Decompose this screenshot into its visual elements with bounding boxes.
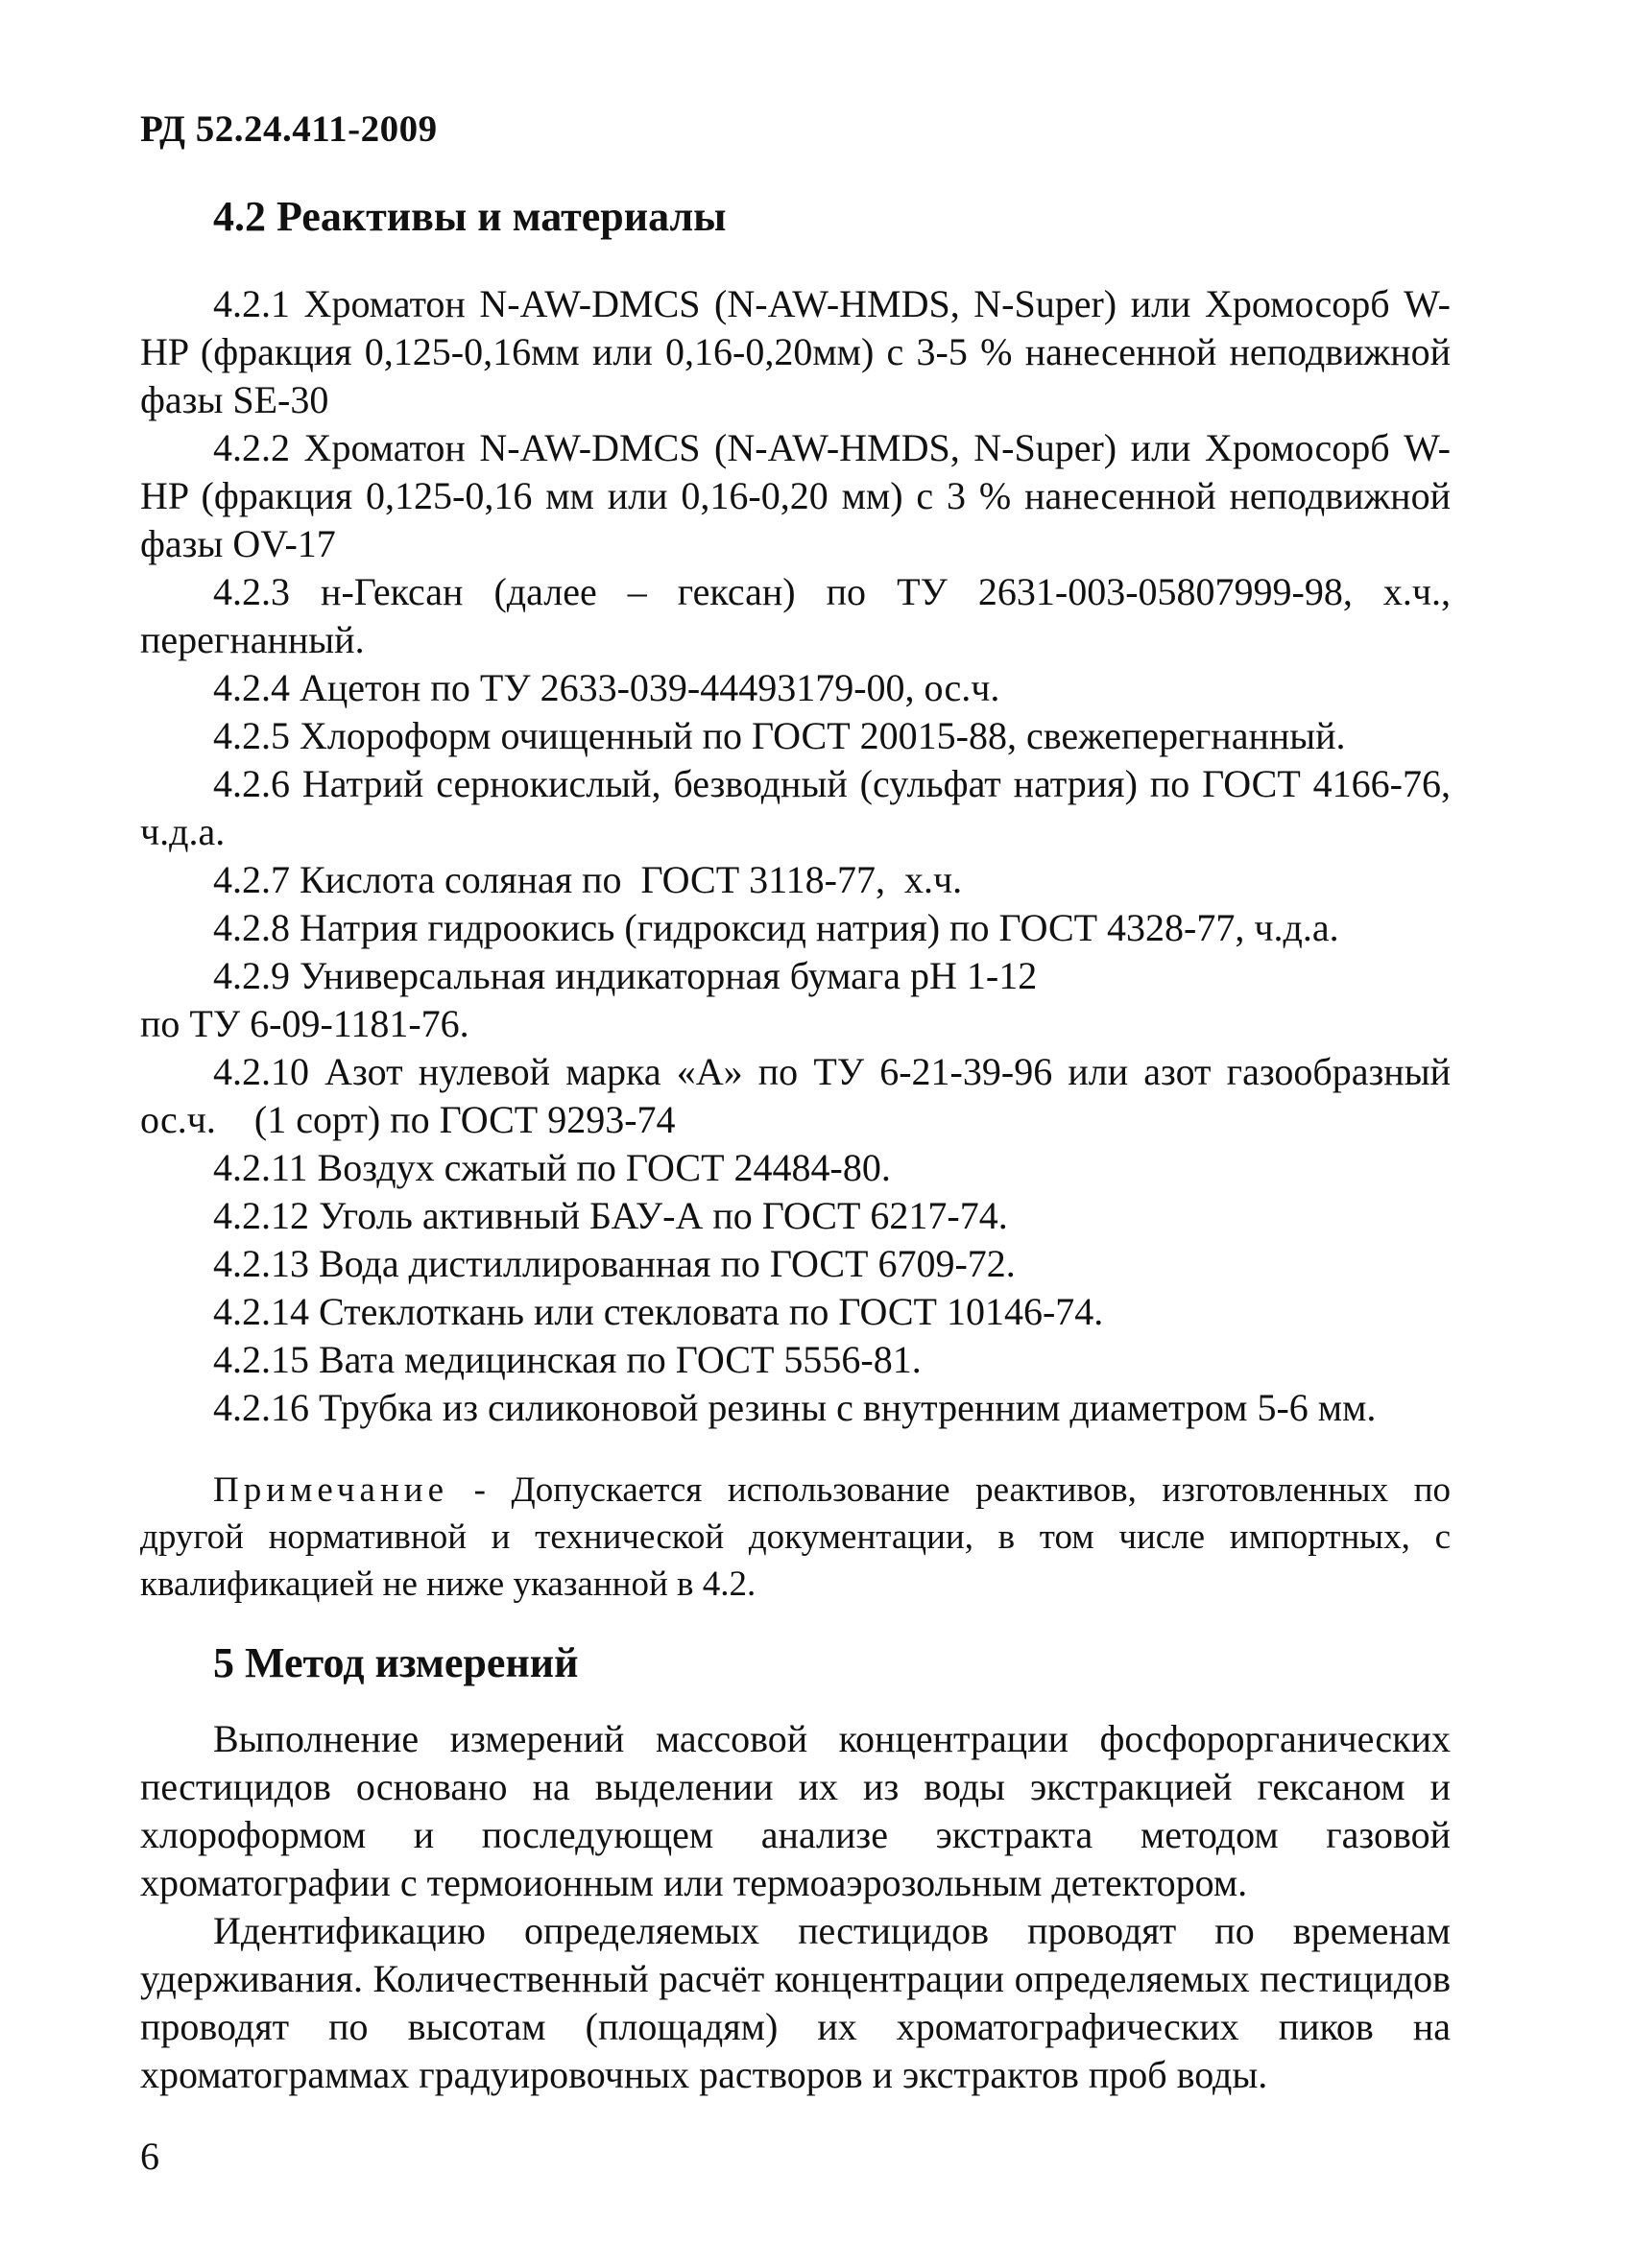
note-label: Примечание xyxy=(213,1470,448,1510)
item-4-2-9-cont: по ТУ 6-09-1181-76. xyxy=(140,1002,469,1045)
item-4-2-1: 4.2.1 Хроматон N-AW-DMCS (N-AW-HMDS, N-Super) или Хромосорб W-HP (фракция 0,125-0,16мм или 0,16-0,20мм) с 3-5 % нанесенной неподвижной фазы SE-30 xyxy=(140,282,1451,421)
item-4-2-8: 4.2.8 Натрия гидроокись (гидроксид натрия) по ГОСТ 4328-77, ч.д.а. xyxy=(213,906,1339,949)
item-4-2-2: 4.2.2 Хроматон N-AW-DMCS (N-AW-HMDS, N-Super) или Хромосорб W-HP (фракция 0,125-0,16 мм или 0,16-0,20 мм) с 3 % нанесенной неподвижной фазы OV-17 xyxy=(140,426,1451,565)
section-4-2-title: 4.2 Реактивы и материалы xyxy=(213,193,727,240)
item-4-2-16: 4.2.16 Трубка из силиконовой резины с внутренним диаметром 5-6 мм. xyxy=(213,1386,1377,1429)
item-4-2-14: 4.2.14 Стеклоткань или стекловата по ГОСТ 10146-74. xyxy=(213,1290,1104,1333)
item-4-2-13: 4.2.13 Вода дистиллированная по ГОСТ 6709-72. xyxy=(213,1242,1016,1285)
item-4-2-4: 4.2.4 Ацетон по ТУ 2633-039-44493179-00, ос.ч. xyxy=(213,666,1000,709)
item-4-2-9: 4.2.9 Универсальная индикаторная бумага рН 1-12 xyxy=(213,954,1038,997)
page-number: 6 xyxy=(140,2135,159,2178)
note-paragraph xyxy=(140,1467,1451,1608)
item-4-2-15: 4.2.15 Вата медицинская по ГОСТ 5556-81. xyxy=(213,1338,922,1381)
document-code: РД 52.24.411-2009 xyxy=(140,108,438,150)
section-5-body xyxy=(140,1715,1451,2099)
section-4-2-items xyxy=(140,280,1460,1432)
item-4-2-12: 4.2.12 Уголь активный БАУ-А по ГОСТ 6217-74. xyxy=(213,1194,1008,1237)
note-block xyxy=(140,1467,1451,1608)
note-text: - Допускается использование реактивов, изготовленных по другой нормативной и технической документации, в том числе импортных, с квалификацией не ниже указанной в 4.2. xyxy=(140,1470,1451,1604)
item-4-2-3: 4.2.3 н-Гексан (далее – гексан) по ТУ 2631-003-05807999-98, х.ч., перегнанный. xyxy=(140,570,1451,661)
item-4-2-5: 4.2.5 Хлороформ очищенный по ГОСТ 20015-88, свежеперегнанный. xyxy=(213,714,1346,757)
item-4-2-11: 4.2.11 Воздух сжатый по ГОСТ 24484-80. xyxy=(213,1146,891,1189)
item-4-2-10: 4.2.10 Азот нулевой марка «А» по ТУ 6-21-39-96 или азот газообразный ос.ч. (1 сорт) по ГОСТ 9293-74 xyxy=(140,1050,1460,1141)
item-4-2-6: 4.2.6 Натрий сернокислый, безводный (сульфат натрия) по ГОСТ 4166-76, ч.д.а. xyxy=(140,762,1451,853)
item-4-2-7: 4.2.7 Кислота соляная по ГОСТ 3118-77, х.ч. xyxy=(213,858,963,901)
section-5-paragraph-1: Выполнение измерений массовой концентрации фосфорорганических пестицидов основано на выделении их из воды экстракцией гексаном и хлороформом и последующем анализе экстракта методом газовой хроматографии с термоионным или термоаэрозольным детектором. xyxy=(140,1717,1451,1904)
section-5-title: 5 Метод измерений xyxy=(213,1639,579,1686)
section-5-paragraph-2: Идентификацию определяемых пестицидов проводят по временам удерживания. Количественный расчёт концентрации определяемых пестицидов проводят по высотам (площадям) их хроматографических пиков на хроматограммах градуировочных растворов и экстрактов проб воды. xyxy=(140,1909,1451,2096)
